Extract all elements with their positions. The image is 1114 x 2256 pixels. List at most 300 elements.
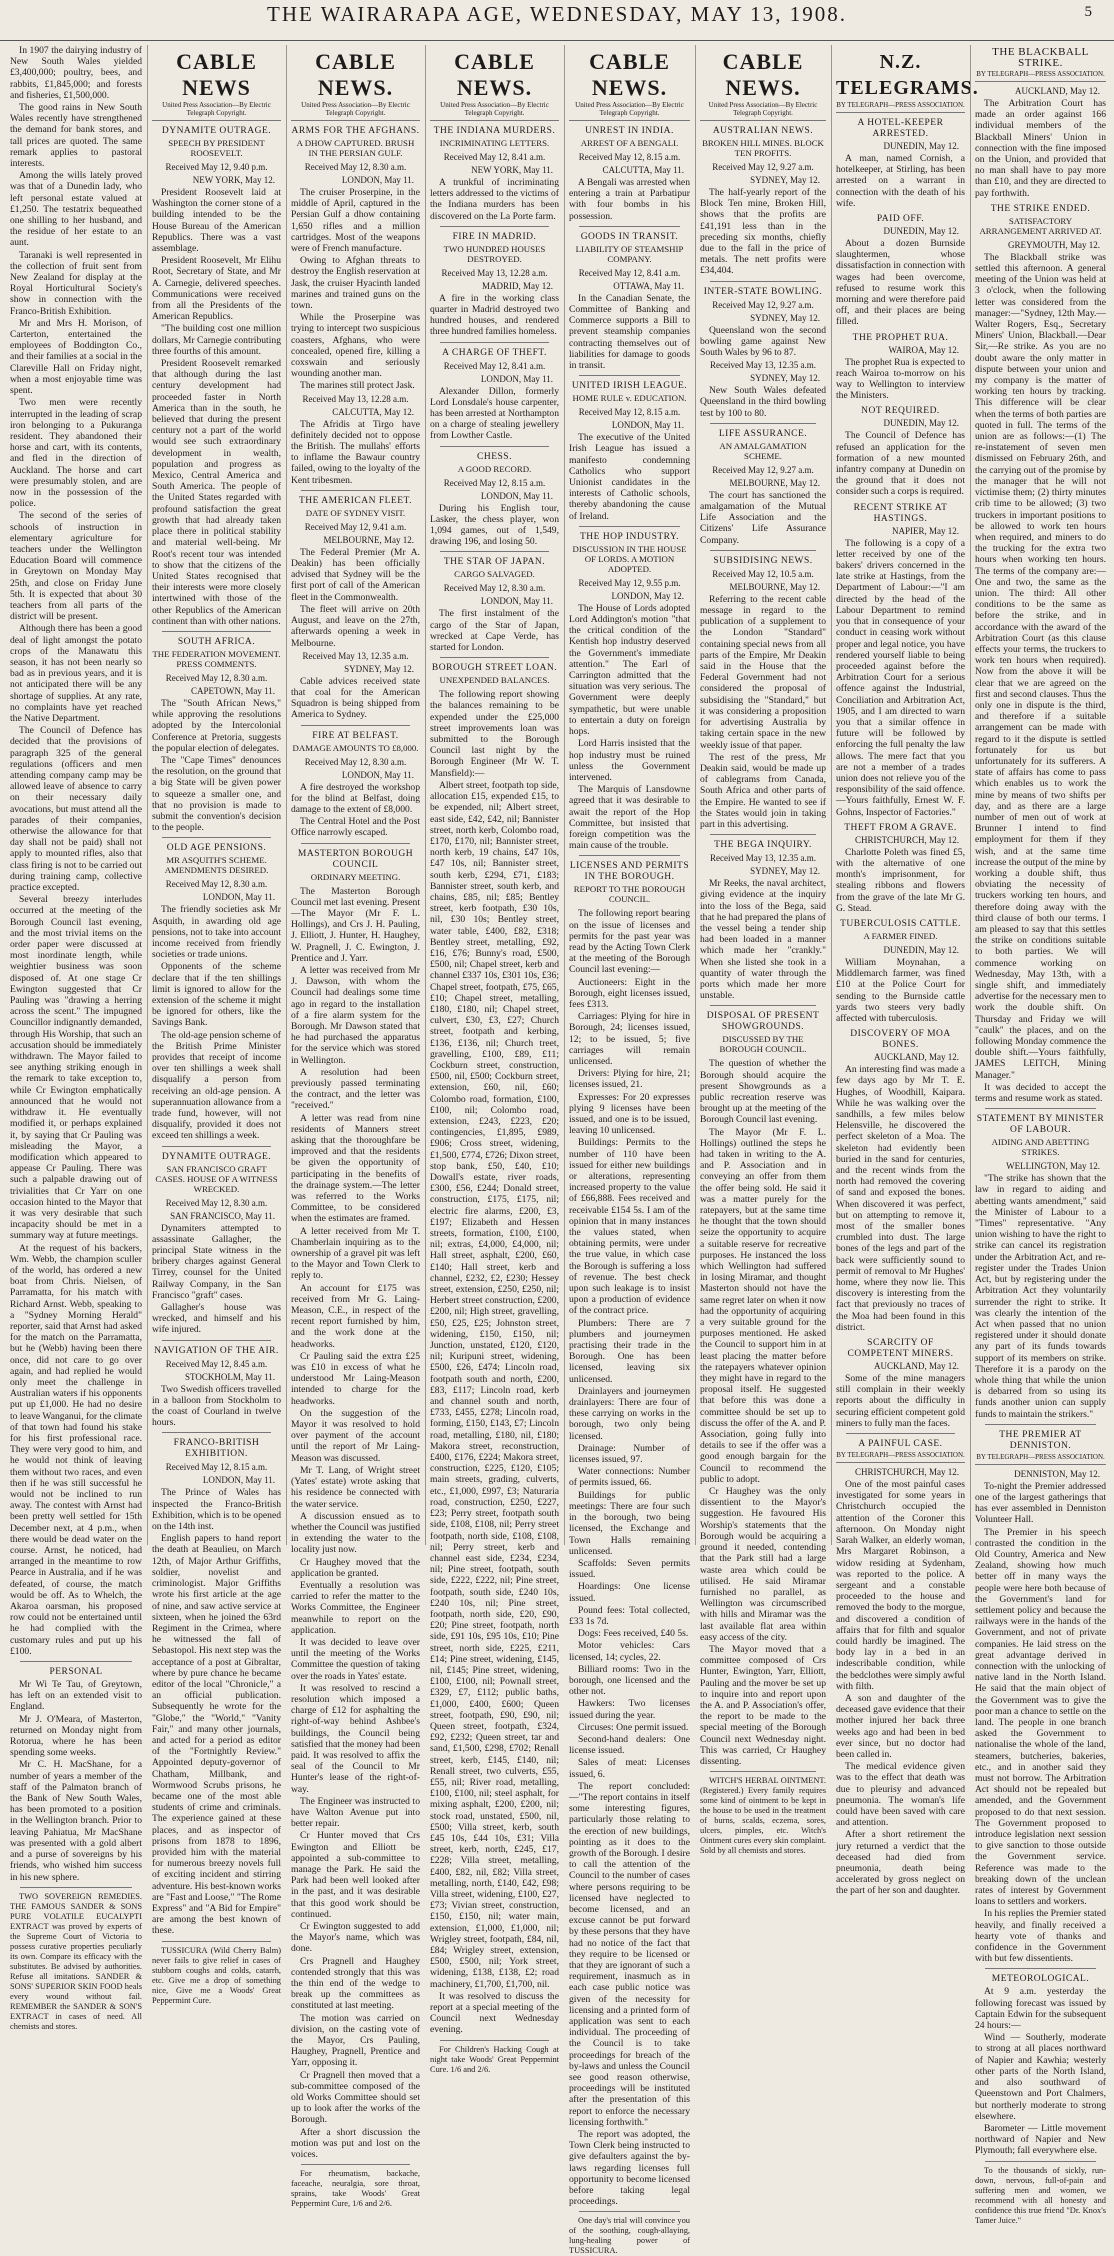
dateline: LONDON, May 12. bbox=[611, 590, 684, 601]
paragraph: Two Swedish officers travelled in a balloon from Stockholm to the coast of Courland in twelve hours. bbox=[152, 1383, 281, 1429]
paragraph: Cr Pauling said the extra £25 was £10 in excess of what he understood Mr Laing-Meason intended to charge for the headworks. bbox=[291, 1350, 420, 1407]
paragraph: The following report bearing on the issue of licenses and permits for the past year was read by the Acting Town Clerk at the meeting of the Borough Council last evening:— bbox=[569, 908, 690, 976]
dateline: LONDON, May 11. bbox=[202, 1475, 275, 1486]
received-time: Received May 12, 8.15 a.m. bbox=[578, 152, 681, 162]
paragraph: A fire destroyed the workshop for the blind at Belfast, doing damage to the extent of £8,000. bbox=[291, 781, 420, 815]
dateline: OTTAWA, May 11. bbox=[613, 280, 684, 291]
paragraph: William Moynahan, a Middlemarch farmer, was fined £10 at the Police Court for sending to the Burnside cattle yards two steers very badly affected with tuberculosis. bbox=[836, 956, 965, 1024]
received-time: Received May 12, 10.5 a.m. bbox=[712, 568, 814, 579]
column-heading: CABLE NEWS. bbox=[722, 49, 804, 100]
divider bbox=[162, 1432, 271, 1433]
paragraph: Drivers: Plying for hire, 21; licenses issued, 21. bbox=[569, 1068, 690, 1091]
divider bbox=[162, 1146, 271, 1147]
section-heading: THEFT FROM A GRAVE. bbox=[844, 822, 957, 833]
dateline: WELLINGTON, May 12. bbox=[1006, 1161, 1100, 1172]
section-heading: SUBSIDISING NEWS. bbox=[713, 555, 813, 566]
section-heading: CHESS. bbox=[477, 451, 512, 462]
section-heading: DISCOVERY OF MOA BONES. bbox=[850, 1029, 951, 1051]
paragraph: Mr C. H. MacShane, for a number of years a member of the staff of the Palmaton branch of the Bank of New South Wales, has been promoted to a position in the Wellington branch. Prior to leaving Pahiatua, Mr MacShane was presented with a gold albert and a purse of sovereigns by his friends, who wished him success in his new sphere. bbox=[10, 1759, 142, 1883]
column-8 bbox=[970, 45, 1110, 2225]
paragraph: The "South African News," while approving the resolutions adopted by the Intercolonial Conference at Pretoria, suggests the popular election of delegates. bbox=[152, 697, 281, 754]
column-heading: CABLE NEWS bbox=[176, 49, 257, 100]
dateline: NEW YORK, May 12. bbox=[192, 175, 275, 185]
press-credit: United Press Association—By Electric Telegraph Copyright. bbox=[569, 101, 690, 121]
paragraph: The report concluded:—"The report contains in itself some interesting figures, particularly those relating to the erection of new buildings, pointing as it does to the growth of the Borough. I desire to call the attention of the Council to the number of cases where persons requiring to be licensed have neglected to become licensed, and an excuse cannot be put forward by these persons that they have had no notice of the fact that they require to be licensed or that they are ignorant of such a requirement, inasmuch as in each case public notice was given of the necessity for licensing and a printed form of application was sent to each individual. The proceeding of the Council is to take proceedings for breach of the by-laws and unless the Council see good reason otherwise, proceedings will be instituted after the presentation of this report to enforce the necessary licensing forthwith." bbox=[569, 1780, 690, 2128]
received-time: Received May 13, 12.28 a.m. bbox=[441, 267, 548, 278]
paragraph: Wind — Southerly, moderate to strong at all places northward of Napier and Kawhia; westerly other parts of the North Island, and also southward of Queenstown and Port Chalmers, but northerly moderate to strong elsewhere. bbox=[975, 2032, 1106, 2122]
dateline: LONDON, May 11. bbox=[480, 373, 553, 384]
advertisement: WITCH'S HERBAL OINTMENT. (Registered.) Every family requires some kind of ointment to be kept in the house to be used in the treatment of burns, scalds, eczema, sores, ulcers, pimples, etc. Witch's Ointment cures every skin complaint. Sold by all chemists and stores. bbox=[700, 1776, 826, 1856]
paragraph: The Masterton Borough Council met last evening. Present—The Mayor (Mr F. L. Hollings), and Crs J. H. Pauling, J. Elliott, J. Hunter, H. Haughey, W. Pragnell, J. C. Ewington, J. Prentice and J. Yarr. bbox=[291, 885, 420, 964]
section-heading: THE STAR OF JAPAN. bbox=[443, 557, 546, 568]
paragraph: One of the most painful cases investigated for some years in Christchurch occupied the attention of the Coroner this afternoon. On Monday night Sarah Walker, an elderly woman, Mrs Margaret Robinson, a widow residing at Sydenham, was reported to the police. A sergeant and a constable proceeded to the house and removed the body to the morgue, and discovered a condition of affairs that for filth and squalor could hardly be imagined. The body lay in a bed in an indescribable condition, while the bedclothes were simply awful with filth. bbox=[836, 1479, 965, 1692]
paragraph: The medical evidence given was to the effect that death was due to pleurisy and advanced pneumonia. The woman's life could have been saved with care and attention. bbox=[836, 1761, 965, 1829]
paragraph: Pound fees: Total collected, £33 1s 7d. bbox=[569, 1604, 690, 1627]
paragraph: It was resolved to rescind a resolution which imposed a charge of £12 for asphalting the right-of-way behind Ashbee's buildings, the Council being satisfied that the money had been paid. It was resolved to affix the seal of the Council to Mr Hunter's lease of the right-of-way. bbox=[291, 1682, 420, 1795]
section-subheading: SAN FRANCISCO GRAFT CASES. HOUSE OF A WITNESS WRECKED. bbox=[155, 1163, 278, 1194]
paragraph: President Roosevelt remarked that although during the last century development had proceeded faster in North America than in the south, he believed that during the present century not a part of the world would see such extraordinary development in wealth, population and progress as Mexico, Central America and South America. The people of the United States regarded with profound satisfaction the great growth that had already taken place there in political stability and material well-being. Mr Root's recent tour was intended to show that the citizens of the United States recognised that their interests were more closely intertwined with those of the other Republics of the American continent than with other nations. bbox=[152, 358, 281, 627]
section-heading: THE INDIANA MURDERS. bbox=[433, 126, 556, 136]
paragraph: Circuses: One permit issued. bbox=[578, 1721, 689, 1733]
received-time: Received May 12, 9.41 a.m. bbox=[304, 521, 407, 532]
paragraph: The Arbitration Court has made an order against 166 individual members of the Blackball Miners' Union in connection with the fine imposed on the Union, and provided that no man shall have to pay more than £10, and they are directed to pay forthwith. bbox=[975, 98, 1106, 199]
section-subheading: UNEXPENDED BALANCES. bbox=[439, 675, 550, 686]
received-time: Received May 12, 8.30 a.m. bbox=[165, 1197, 268, 1208]
paragraph: Mr Reeks, the naval architect, giving evidence at the inquiry into the loss of the Bega, said that he had prepared the plans of the vessel being a tender ship had been loaded in a manner which made her "crankly." When she listed she took in a quantity of water through the ports which made her more unstable. bbox=[700, 878, 826, 1002]
received-time: Received May 12, 8.30 a.m. bbox=[304, 756, 407, 767]
divider bbox=[162, 631, 271, 632]
paragraph: A letter received from Mr T. Chamberlain inquiring as to the ownership of a gravel pit was left to the Mayor and Town Clerk to reply to. bbox=[291, 1225, 420, 1282]
section-heading: DYNAMITE OUTRAGE. bbox=[161, 1151, 272, 1162]
divider bbox=[440, 226, 549, 227]
paragraph: The cruiser Proserpine, in the middle of April, captured in the Persian Gulf a dhow containing 1,650 rifles and a million cartridges. Most of the weapons were of French manufacture. bbox=[291, 187, 420, 255]
advertisement: One day's trial will convince you of the soothing, cough-allaying, lung-healing power of TUSSICURA. bbox=[569, 2216, 690, 2256]
paragraph: The rest of the press, Mr Deakin said, would be made up of cablegrams from Canada, South Africa and other parts of the Empire. He wanted to see if the States would join in taking part in this advertising. bbox=[700, 751, 826, 830]
paragraph: The Premier in his speech contrasted the condition in the Old Country, America and New Zealand, showing how much better off in many ways the people were here both because of the Government's land for settlement policy and because the railways were in the hands of the Government, and not of private companies. He laid stress on the great advantage derived in connection with the unlocking of native land in the North Island. He said that the main object of the Government was to give the poor man a chance to settle on the land. The people in one branch asked the Government to nationalise the whole of the land, steamers, butcheries, bakeries, etc., and in another said they must not borrow. The Arbitration Act should not be repealed but amended, and the Government proposed to do that next session. The Government proposed to introduce legislation next session to give sanction to those outside the Government service. Reference was made to the breaking down of the unclean rates of interest by Government loans to settlers and workers. bbox=[975, 1526, 1106, 1908]
received-time: Received May 13, 12.35 a.m. bbox=[302, 650, 409, 661]
dateline: LONDON, May 11. bbox=[480, 596, 553, 607]
divider bbox=[710, 834, 816, 835]
section-heading: FRANCO-BRITISH EXHIBITION. bbox=[173, 1438, 260, 1460]
section-heading: NOT REQUIRED. bbox=[861, 406, 940, 417]
section-heading: INTER-STATE BOWLING. bbox=[703, 286, 823, 297]
paragraph: Water connections: Number of permits issued, 66. bbox=[569, 1466, 690, 1489]
advertisement: For Children's Hacking Cough at night take Woods' Great Peppermint Cure. 1/6 and 2/6. bbox=[430, 2044, 559, 2074]
paragraph: To-night the Premier addressed one of the largest gatherings that has ever assembled in Denniston Volunteer Hall. bbox=[975, 1480, 1106, 1526]
column-1 bbox=[6, 45, 146, 2031]
paragraph: The House of Lords adopted Lord Addington's motion "that the critical condition of the Kentish hop industry deserved the Government's immediate attention." The Earl of Carrington admitted that the situation was very serious. The Government were deeply sympathetic, but were unable to entertain a duty on foreign hops. bbox=[569, 602, 690, 738]
section-subheading: AN AMALGAMATION SCHEME. bbox=[719, 440, 807, 461]
section-subheading: LIABILITY OF STEAMSHIP COMPANY. bbox=[575, 243, 684, 264]
paragraph: Dynamiters attempted to assassinate Gallagher, the principal State witness in the bribery charges against General Tirrey, counsel for the United Railway Company, in the San Francisco "graft" cases. bbox=[152, 1222, 281, 1301]
paragraph: Cr Haughey moved that the application be granted. bbox=[291, 1556, 420, 1579]
press-credit: United Press Association—By Electric Telegraph Copyright. bbox=[430, 101, 559, 121]
press-credit: United Press Association—By Electric Telegraph Copyright. bbox=[291, 101, 420, 121]
section-heading: METEOROLOGICAL. bbox=[991, 1974, 1090, 1985]
divider bbox=[162, 1941, 271, 1942]
paragraph: The Blackball strike was settled this afternoon. A general meeting of the Union was held at 3 o'clock, when the following letter was considered from the manager:—"Sydney, 12th May.—Walter Rogers, Esq., Secretary Miners' Union, Blackball.—Dear Sir,—Re strike. As you are no doubt aware the only matter in dispute between your union and my company is the matter of working ten hours by tracking. This difference will be clear when the terms of both parties are quoted in full. The terms of the union are as follows:—(1) The re-instatement of seven men dismissed on February 26th, and the carrying out of the promise by the manager that he will not victimise them; (2) thirty minutes crib time to be allowed; (3) two truckers in important positions to be allowed to work ten hours when required, and miners to do the trucking for the extra two hours when working ten hours. The terms of the company are:—One and two, the same as the union. The third: All other conditions to be the same as before the strike, and in accordance with the award of the Arbitration Court (as this clause effects your terms, the truckers to work ten hours when required). Now from the above it will be clear that we are agreed on the first and second clauses. Thus the only one in dispute is the third, and therefore if a suitable arrangement can be made with regard to it the dispute is settled fortunately for us but unfortunately for its sufferers. A state of affairs has come to pass which enables us to work the mine by means of two shifts per day, and as there are a large number of men out of work at Brunner I intend to find employment for them if they wish, and at the same time increase the output of the mine by working a double shift, thus obviating the necessity of truckers working ten hours, and therefore doing away with the third clause of both our terms. I am pleased to say that this settles the strike on conditions suitable to both parties. We will commence working on Wednesday, May 13th, with a single shift, and immediately advertise for the necessary men to work the double shift. On Thursday and Friday we will "caulk" the places, and on the following Monday commence the double shift.—Yours faithfully, JAMES LEITCH, Mining Manager." bbox=[975, 251, 1106, 1081]
section-heading: THE BEGA INQUIRY. bbox=[714, 840, 812, 851]
paragraph: A resolution had been previously passed terminating the contract, and the letter was "received." bbox=[291, 1066, 420, 1112]
section-heading: NAVIGATION OF THE AIR. bbox=[154, 1345, 279, 1356]
paragraph: A letter was received from Mr J. Dawson, with whom the Council had dealings some time ago in regard to the installation of a fire alarm system for the Borough. Mr Dawson stated that he had purchased the apparatus for the service which was stored in Wellington. bbox=[291, 964, 420, 1066]
section-heading: PERSONAL bbox=[49, 1667, 103, 1678]
masthead-title: THE WAIRARAPA AGE, WEDNESDAY, MAY 13, 1908. bbox=[267, 2, 847, 26]
paragraph: Plumbers: There are 7 plumbers and journeymen practising their trade in the Borough. One has been licensed, leaving six unlicensed. bbox=[569, 1317, 690, 1385]
divider bbox=[985, 1968, 1096, 1969]
dateline: SYDNEY, May 12. bbox=[750, 312, 820, 323]
section-heading: DYNAMITE OUTRAGE. bbox=[161, 126, 272, 136]
dateline: LONDON, May 11. bbox=[480, 490, 553, 501]
paragraph: The half-yearly report of the Block Ten mine, Broken Hill, shows that the profits are £41,191 less than in the preceding six months, chiefly due to the fall in the price of metals. The nett profits were £34,404. bbox=[700, 187, 826, 277]
paragraph: Crs Pragnell and Haughey contended strongly that this was the thin end of the wedge to break up the committees as constituted at last meeting. bbox=[291, 1955, 420, 2012]
dateline: LONDON, May 11. bbox=[341, 769, 414, 780]
paragraph: Eventually a resolution was carried to refer the matter to the Works Committee, the Engineer meanwhile to report on the application. bbox=[291, 1579, 420, 1636]
paragraph: The Mayor (Mr F. L. Hollings) outlined the steps he had taken in writing to the A. and P. Association and in conveying an offer from them the offer being sold. He said it was a matter purely for the ratepayers, but at the same time he thought that the town should seize the opportunity to acquire a suitable reserve for recreative purposes. He instanced the loss which Wellington had suffered in losing Miramar, and thought Masterton should not have the same regret later on when it now had the opportunity of acquiring a very suitable ground for the purposes mentioned. He asked the Council to support him in at least placing the matter before the ratepayers whatever opinion they might have in regard to the proposal itself. He suggested that before this was done a committee should be set up to discuss the offer of the A. and P. Association, going fully into details to see if the offer was a good enough bargain for the Council to recommend the public to adopt. bbox=[700, 1126, 826, 1485]
section-heading: UNREST IN INDIA. bbox=[585, 126, 674, 136]
divider bbox=[440, 2040, 549, 2041]
press-credit: United Press Association—By Electric Telegraph Copyright. bbox=[700, 101, 826, 121]
divider bbox=[301, 2164, 410, 2165]
paragraph: Although there has been a good deal of light amongst the potato crops of the Manawatu this season, it has not been nearly so bad as in previous years, and it is not anticipated there will be any shortage of supplies. At any rate, no complaints have yet reached the Native Department. bbox=[10, 623, 142, 724]
divider bbox=[579, 375, 680, 376]
paragraph: Cable advices received state that coal for the American Squadron is being shipped from America to Sydney. bbox=[291, 675, 420, 721]
section-heading: GOODS IN TRANSIT. bbox=[580, 231, 679, 242]
dateline: MELBOURNE, May 12. bbox=[323, 534, 414, 545]
advertisement: For rheumatism, backache, faceache, neuralgia, sore throat, sprains, take Woods' Great Peppermint Cure, 1/6 and 2/6. bbox=[291, 2169, 420, 2209]
paragraph: Charlotte Poleth was fined £5, with the alternative of one month's imprisonment, for stealing ribbons and flowers from the grave of the late Mr G. G. Stead. bbox=[836, 846, 965, 914]
dateline: AUCKLAND, May 12. bbox=[874, 1361, 959, 1372]
dateline: SYDNEY, May 12. bbox=[750, 175, 820, 185]
divider bbox=[301, 490, 410, 491]
section-subheading: MR ASQUITH'S SCHEME. AMENDMENTS DESIRED. bbox=[164, 855, 269, 876]
divider bbox=[985, 1424, 1096, 1425]
paragraph: The Engineer was instructed to have Walton Avenue put into better repair. bbox=[291, 1795, 420, 1830]
received-time: Received May 12, 8.30 a.m. bbox=[165, 672, 268, 683]
section-subheading: HOME RULE v. EDUCATION. bbox=[572, 393, 687, 404]
section-subheading: BROKEN HILL MINES. BLOCK TEN PROFITS. bbox=[702, 138, 824, 158]
paragraph: A Bengali was arrested when entering a train at Parbatipur with four bombs in his possession. bbox=[569, 177, 690, 222]
paragraph: It was decided to leave over until the meeting of the Works Committee the question of taking over the roads in Yates' estate. bbox=[291, 1636, 420, 1682]
column-heading: CABLE NEWS. bbox=[315, 49, 396, 100]
dateline: WAIROA, May 12. bbox=[888, 344, 959, 355]
paragraph: The motion was carried on division, on the casting vote of the Mayor, Crs Pauling, Haughey, Pragnell, Prentice and Yarr, opposing it. bbox=[291, 2012, 420, 2069]
received-time: Received May 12, 9.27 a.m. bbox=[712, 464, 814, 475]
dateline: DUNEDIN, May 12. bbox=[883, 418, 959, 429]
paragraph: The marines still protect Jask. bbox=[300, 380, 415, 392]
section-heading: THE STRIKE ENDED. bbox=[990, 203, 1091, 214]
paragraph: Among the wills lately proved was that of a Dunedin lady, who left personal estate valued at £1,250. The testatrix bequeathed one shilling to her husband, and the residue of her estate to an aunt. bbox=[10, 170, 142, 249]
dateline: CAPETOWN, May 11. bbox=[191, 685, 275, 696]
section-heading: STATEMENT BY MINISTER OF LABOUR. bbox=[976, 1114, 1105, 1136]
paragraph: The Marquis of Lansdowne agreed that it was desirable to await the report of the Hop Committee, but insisted that foreign competition was the main cause of the trouble. bbox=[569, 784, 690, 852]
received-time: Received May 12, 8.41 a.m. bbox=[578, 267, 681, 278]
received-time: Received May 12, 8.30 a.m. bbox=[304, 162, 407, 172]
press-credit: BY TELEGRAPH—PRESS ASSOCIATION. bbox=[975, 1453, 1106, 1465]
paragraph: Owing to Afghan threats to destroy the English reservation at Jask, the cruiser Hyacinth landed marines and trained guns on the town. bbox=[291, 255, 420, 312]
paragraph: Queensland won the second bowling game against New South Wales by 96 to 87. bbox=[700, 324, 826, 359]
paragraph: Mr Wi Te Tau, of Greytown, has left on an extended visit to England. bbox=[10, 1679, 142, 1713]
divider bbox=[20, 1661, 132, 1662]
paragraph: While the Proserpine was trying to intercept two suspicious coasters, Afghans, who were concealed, opened fire, killing a coxswain and seriously wounding another man. bbox=[291, 312, 420, 380]
paragraph: Drainlayers and journeymen drainlayers: There are four of these carrying on works in the borough, two only being licensed. bbox=[569, 1385, 690, 1442]
column-4 bbox=[425, 45, 563, 2074]
paragraph: In the Canadian Senate, the Committee of Banking and Commerce supports a Bill to prevent steamship companies contracting themselves out of liabilities for damage to goods in transit. bbox=[569, 292, 690, 372]
received-time: Received May 13, 12.28 a.m. bbox=[302, 393, 409, 404]
divider bbox=[301, 843, 410, 844]
paragraph: Cr Hunter moved that Crs Ewington and Elliott be appointed a sub-committee to manage the Park. He said the Park had been well looked after in the past, and it was desirable that this good work should be continued. bbox=[291, 1830, 420, 1920]
section-subheading: A FARMER FINED. bbox=[863, 930, 938, 941]
paragraph: At 9 a.m. yesterday the following forecast was issued by Captain Edwin for the subsequent 24 hours:— bbox=[975, 1986, 1106, 2032]
paragraph: In his replies the Premier stated heavily, and finally received a hearty vote of thanks and confidence in the Government with but few dissentients. bbox=[975, 1908, 1106, 1965]
paragraph: New South Wales defeated Queensland in the third bowling test by 100 to 80. bbox=[700, 385, 826, 419]
divider bbox=[440, 342, 549, 343]
section-subheading: INCRIMINATING LETTERS. bbox=[439, 138, 550, 148]
section-heading: LIFE ASSURANCE. bbox=[718, 428, 808, 439]
section-subheading: A GOOD RECORD. bbox=[457, 463, 532, 474]
paragraph: Drainage: Number of licenses issued, 97. bbox=[569, 1442, 690, 1466]
received-time: Received May 12, 8.30 a.m. bbox=[443, 583, 546, 594]
section-heading: ARMS FOR THE AFGHANS. bbox=[291, 126, 420, 136]
dateline: DUNEDIN, May 12. bbox=[883, 226, 959, 237]
section-subheading: SATISFACTORY ARRANGEMENT ARRIVED AT. bbox=[979, 215, 1102, 236]
divider bbox=[579, 526, 680, 527]
divider bbox=[846, 1433, 955, 1434]
paragraph: Barometer — Little movement northward of Napier and New Plymouth; fall everywhere else. bbox=[975, 2122, 1106, 2157]
dateline: DUNEDIN, May 12. bbox=[883, 141, 959, 151]
dateline: SYDNEY, May 12. bbox=[750, 373, 820, 384]
paragraph: Referring to the recent cable message in regard to the publication of a supplement to the London "Standard" containing special news from all parts of the Empire, Mr Deakin said in the House that the Federal Government had not considered the proposal of subsidising the "Standard," but it was considering a proposition for advertising Australia by taking certain space in the new weekly issue of that paper. bbox=[700, 593, 826, 751]
dateline: CHRISTCHURCH, May 12. bbox=[854, 1467, 959, 1478]
advertisement: TUSSICURA (Wild Cherry Balm) never fails to give relief in cases of stubborn coughs and colds, catarrh, etc. Give me a drop of something nice, Give me a Woods' Great Peppermint Cure. bbox=[152, 1945, 281, 2005]
paragraph: The "Cape Times" denounces the resolution, on the ground that a big State will be given power to squeeze a smaller one, and that no provision is made to submit the convention's decision to the people. bbox=[152, 754, 281, 834]
dateline: CALCUTTA, May 11. bbox=[602, 165, 684, 175]
section-heading: A HOTEL-KEEPER ARRESTED. bbox=[857, 118, 944, 139]
divider bbox=[440, 657, 549, 658]
paragraph: The friendly societies ask Mr Asquith, in awarding old age pensions, not to take into account income received from friendly societies or trade unions. bbox=[152, 904, 281, 961]
paragraph: The second of the series of schools of instruction in elementary agriculture for teachers under the Wellington Education Board will commence in Greytown on Monday May 25th, and close on Friday June 5th. It is expected that about 30 teachers from all parts of the district will be present. bbox=[10, 510, 142, 623]
page-number: 5 bbox=[1084, 4, 1092, 20]
press-credit: BY TELEGRAPH—PRESS ASSOCIATION. bbox=[836, 1451, 965, 1463]
received-time: Received May 12, 8.15 a.m. bbox=[443, 477, 546, 488]
paragraph: The Federal Premier (Mr A. Deakin) has been officially advised that Sydney will be the first port of call of the American fleet in the Commonwealth. bbox=[291, 546, 420, 603]
paragraph: Lord Harris insisted that the hop industry must be ruined unless the Government intervened. bbox=[569, 738, 690, 783]
paragraph: Alexander Dillon, formerly Lord Lonsdale's house carpenter, has been arrested at Northampton on a charge of stealing jewellery from Lowther Castle. bbox=[430, 385, 559, 442]
paragraph: Cr Ewington suggested to add the Mayor's name, which was done. bbox=[291, 1921, 420, 1955]
section-subheading: DATE OF SYDNEY VISIT. bbox=[305, 507, 406, 518]
column-heading: CABLE NEWS. bbox=[454, 49, 535, 100]
paragraph: An interesting find was made a few days ago by Mr T. E. Hughes, of Woodhill, Kaipara. While he was walking over the sandhills, a few miles below Helensville, he discovered the perfect skeleton of a Moa. The skeleton had evidently been buried in the sand for centuries, and the recent winds from the north had removed the covering of sand and exposed the bones. When discovered it was perfect, but on attempting to remove it, most of the smaller bones crumbled into dust. The large bones of the legs and part of the back were sufficiently sound to permit of removal to Mr Hughes' home, where they now lie. This discovery is interesting from the fact that previously no traces of the Moa had been found in this district. bbox=[836, 1064, 965, 1333]
divider bbox=[710, 281, 816, 282]
column-7 bbox=[831, 45, 979, 1897]
press-credit: BY TELEGRAPH—PRESS ASSOCIATION. bbox=[836, 101, 965, 113]
paragraph: President Roosevelt laid at Washington the corner stone of a building intended to be the House Bureau of the American Republics. There was a vast assemblage. bbox=[152, 187, 281, 255]
section-heading: SOUTH AFRICA. bbox=[177, 636, 256, 647]
column-6 bbox=[695, 45, 830, 1856]
dateline: MADRID, May 12. bbox=[482, 280, 553, 291]
dateline: MELBOURNE, May 12. bbox=[729, 581, 820, 592]
paragraph: "The building cost one million dollars, Mr Carnegie contributing three fourths of this amount. bbox=[152, 323, 281, 357]
dateline: LONDON, May 11. bbox=[611, 420, 684, 431]
divider bbox=[579, 2211, 680, 2212]
paragraph: On the suggestion of the Mayor it was resolved to hold over payment of the account until the report of Mr Laing-Meason was discussed. bbox=[291, 1407, 420, 1464]
advertisement: TWO SOVEREIGN REMEDIES. THE FAMOUS SANDER & SONS PURE VOLATILE EUCALYPTI EXTRACT was proved by experts of the Supreme Court of Victoria to possess curative properties peculiarly its own. Compare its efficacy with the substitutes. Be advised by authorities. Refuse all imitations. SANDER & SONS' SUPERIOR SKIN FOOD heals every wound without fail. REMEMBER the SANDER & SON'S EXTRACT in cases of need. All chemists and stores. bbox=[10, 1891, 142, 2031]
divider bbox=[301, 725, 410, 726]
dateline: LONDON, May 11. bbox=[341, 175, 414, 185]
paragraph: Albert street, footpath top side, allocation £15, expended £15, to be expended, nil; Albert street, east side, £42, £42, nil; Bannister street, north kerb, Colombo road, £170, £170, nil; Bannister street, north kerb, 19 chains, £47 10s, £47 10s, nil; Bannister street, south kerb, £294, £71, £183; Bannister street, south kerb, and chains, £85, nil; £85; Bentley street, kerb footpath, £30 10s, nil, £30 10s; Bentley street, water table, £400, £82, £318; Bentley street, metalling, £92, £16, £76; Bunny's road, £500, £500, nil; Chapel street, kerb and channel £337 10s, £301 10s, £36; Chapel street, footpath, £75, £65, £10; Chapel street, metalling, £180, £180, nil; Chapel street, culvert, £30, £3, £27; Church street, footpath and kerbing, £136, £136, nil; Church treet, gravelling, £100, £89, £11; Cockburn street, construction, £500, nil, £500; Cockburn street, extension, £60, nil, £60; Colombo road, formation, £100, £100, nil; Colombo road, extension, £243, £223, £20; contingencies, £1,895, £989, £906; Cross street, widening, £1,500, £774, £726; Dixon street, stop bank, £50, £40, £10; Dowall's estate, river roads, £300, £56, £244; Donald street, construction, £175, £175, nil; electric fire alarms, £200, £3, £197; Elizabeth and Hessen streets, formation, £100, £100, nil; extras, £4,000, £4,000, nil; Hall street, asphalt, £200, £60, £140; Hall street, kerb and channel, £232, £2, £230; Hessey street, extension, £250, £250, nil; Herbert street construction, £200, £200, nil; High street, gravelling, £50, £25, £25; Johnston street, widening, £150, £150, nil; Junction, unstated, £120, £120, nil; Kuripuni street, widening, £500, £26, £474; Lincoln road, footpath south and north, £200, £83, £117; Lincoln road, kerb and channel south and north, £733, £455, £278; Lincoln road, forming, £150, £143, £7; Lincoln road, metalling, £180, nil, £180; Makora street, reconstruction, £400, £176, £224; Makora street, construction, £225, £120, £105; main streets, grading, culverts, etc., £1,000, £997, £3; Naturaria road, construction, £250, £227, £23; Perry street, footpath south side, £108, £108, nil; Perry street footpath, north side, £108, £108, nil; Perry street, kerb and channel east side, £234, £234, nil; Pine street, footpath, south side, £222, £222, nil; Pine street, footpath, south side, £240 10s, £240 10s, nil; Pine street, footpath, north side, £20, £90, £20; Pine street, footpath, north side, £91 10s, £95 10s, £10; Pine street, north side, £225, £211, £14; Pine street, widening, £145, nil, £145; Pine street, widening, £100, £100, nil; Pownall street, £329, £7, £112; public baths, £1,000, £400, £600; Queen street, footpath, £90, £90, nil; Queen street, footpath, £324, £92, £232; Queen street, tar and sand, £1,500, £298, £702; Renall street, kerb, £145, £140, nil; Renall street, two culverts, £55, £55, nil; River road, metalling, £100, £100, nil; steel asphalt, for mixing asphalt, £200, £200, nil; stock road, unstated, £500, nil, £500; Villa street, kerb, south £45 10s, £44 10s, £31; Villa street, kerb, north, £245, £17, £228; Villa street, metalling, £400, £82, nil, £82; Villa street, metalling, north, £140, £42, £98; Villa street, widening, £100, £27, £73; Vivian street, construction, £150, £150, nil; water main, extension, £1,000, £1,000, nil; Wrigley street, footpath, £84, nil, £84; Wrigley street, extension, £500, £500, nil; York street, widening, £138, £138, £2; road machinery, £1,700, £1,700, nil. bbox=[430, 779, 559, 1990]
section-heading: PAID OFF. bbox=[876, 214, 925, 225]
received-time: Received May 12, 8.45 a.m. bbox=[165, 1358, 268, 1369]
dateline: GREYMOUTH, May 12. bbox=[1008, 239, 1100, 250]
paragraph: The first instalment of the cargo of the Star of Japan, wrecked at Cape Verde, has started for London. bbox=[430, 608, 559, 654]
paragraph: After a short retirement the jury returned a verdict that the deceased had died from pneumonia, death being accelerated by gross neglect on the part of her son and daughter. bbox=[836, 1829, 965, 1897]
divider bbox=[440, 446, 549, 447]
dateline: STOCKHOLM, May 11. bbox=[184, 1371, 275, 1382]
paragraph: Billiard rooms: Two in the borough, one licensed and the other not. bbox=[569, 1663, 690, 1698]
paragraph: Sales of meat: Licenses issued, 6. bbox=[569, 1757, 690, 1780]
paragraph: Dogs: Fees received, £40 5s. bbox=[578, 1628, 689, 1640]
paragraph: A son and daughter of the deceased gave evidence that their mother injured her back three weeks ago and had been in bed ever since, but no doctor had been called in. bbox=[836, 1692, 965, 1760]
paragraph: The following is a copy of a letter received by one of the bakers' drivers concerned in the late strike at Hastings, from the Department of Labour:—"I am directed by the head of the Labour Department to remind you that in consequence of your conduct in ceasing work without proper and legal notice, you have rendered yourself liable to being proceeded against before the Arbitration Court for a serious offence against the Industrial, Conciliation and Arbitration Act, 1905, and I am directed to warn you that a similar offence in future will be followed by enforcing the full penalty the law allows. The mere fact that you are not a member of a trades union does not relieve you of the responsibility of the said offence.—Yours faithfully, Ernest W. F. Gohns, Inspector of Factories." bbox=[836, 537, 965, 818]
section-heading: SCARCITY OF COMPETENT MINERS. bbox=[847, 1338, 954, 1360]
paragraph: A man, named Cornish, a hotelkeeper, at Stirling, has been arrested on a warrant in connection with the death of his wife. bbox=[836, 153, 965, 209]
paragraph: Cr Haughey was the only dissentient to the Mayor's suggestion. He favoured His Worship's statements that the Borough would be acquiring a ground it needed, contending that the Park still had a large waste area which could be utilised. He said Miramar furnished no parallel, as Wellington was circumscribed with hills and Miramar was the last available flat area within easy access of the city. bbox=[700, 1486, 826, 1643]
divider bbox=[440, 551, 549, 552]
column-2 bbox=[147, 45, 285, 2005]
paragraph: A discussion ensued as to whether the Council was justified in extending the water to the locality just now. bbox=[291, 1510, 420, 1556]
received-time: Received May 12, 9.27 a.m. bbox=[712, 299, 814, 310]
paragraph: Cr Pragnell then moved that a sub-committee composed of the old Works Committee should set up to look after the works of the Borough. bbox=[291, 2069, 420, 2126]
dateline: CHRISTCHURCH, May 12. bbox=[854, 834, 959, 845]
received-time: Received May 12, 8.41 a.m. bbox=[443, 360, 546, 371]
received-time: Received May 12, 9.40 p.m. bbox=[165, 162, 268, 172]
section-subheading: ORDINARY MEETING. bbox=[310, 871, 401, 882]
section-heading: DISPOSAL OF PRESENT SHOWGROUNDS. bbox=[706, 1011, 820, 1033]
column-heading: CABLE NEWS. bbox=[589, 49, 670, 100]
paragraph: Auctioneers: Eight in the Borough, eight licenses issued, fees £313. bbox=[569, 976, 690, 1010]
paragraph: It was resolved to discuss the report at a special meeting of the Council next Wednesday evening. bbox=[430, 1990, 559, 2036]
dateline: AUCKLAND, May 12. bbox=[874, 1052, 959, 1063]
section-heading: LICENSES AND PERMITS IN THE BOROUGH. bbox=[569, 861, 690, 883]
advertisement: To the thousands of sickly, run-down, nervous, full-of-pain and suffering men and women, we recommend with all honesty and confidence this true friend "Dr. Knox's Tamer Juice." bbox=[975, 2165, 1106, 2225]
divider bbox=[710, 550, 816, 551]
column-5 bbox=[564, 45, 694, 2256]
paragraph: The report was adopted, the Town Clerk being instructed to give defaulters against the by-laws regarding licenses full opportunity to become licensed before taking legal proceedings. bbox=[569, 2129, 690, 2208]
section-subheading: REPORT TO THE BOROUGH COUNCIL. bbox=[573, 884, 686, 905]
dateline: AUCKLAND, May 12. bbox=[1015, 86, 1100, 96]
divider bbox=[579, 855, 680, 856]
section-heading: FIRE IN MADRID. bbox=[452, 231, 537, 242]
section-heading: THE PROPHET RUA. bbox=[852, 332, 949, 343]
paragraph: The good rains in New South Wales recently have strengthened the demand for bank stores, and tall prices are quoted. The same remark applies to pastoral interests. bbox=[10, 102, 142, 170]
paragraph: The Afridis at Tirgo have definitely decided not to oppose the British. The mullahs' efforts to inflame the Bawaur country failed, owing to the loyalty of the Kent tribesmen. bbox=[291, 418, 420, 486]
paragraph: The Council of Defence has refused an application for the formation of a new mounted infantry company at Dunedin on the ground that it does not consider such a corps is required. bbox=[836, 430, 965, 498]
press-credit: United Press Association—By Electric Telegraph Copyright. bbox=[152, 101, 281, 121]
paragraph: English papers to hand report the death at Beaulieu, on March 12th, of Major Arthur Griffiths, soldier, novelist and criminologist. Major Griffiths wrote his first article at the age of nine, and saw active service at sixteen, when he joined the 63rd Regiment in the Crimea, where he witnessed the fall of Sebastopol. His next step was the acceptance of a post at Gibraltar, where by pure chance he became editor of the local "Chronicle," a an official publication. Subsequently he wrote for the "Globe," the "World," "Vanity Fair," and many other journals, and acted for a period as editor of the "Fortnightly Review." Appointed deputy-governor of Chatham, Millbank, and Wormwood Scrubs prisons, he became one of the most able students of crime and criminals. The experience gained at these places, and as inspector of prisons from 1878 to 1896, provided him with the material for numerous breezy novels full of exciting incident and stirring adventure. His best-known works are "Fast and Loose," "The Rome Express" and "A Bid for Empire" are among the best known of these. bbox=[152, 1533, 281, 1937]
section-subheading: DAMAGE AMOUNTS TO £8,000. bbox=[292, 742, 419, 753]
paragraph: In 1907 the dairying industry of New South Wales yielded £3,400,000; poultry, bees, and rabbits, £1,845,000; and forests and fisheries, £1,500,000. bbox=[10, 45, 142, 101]
column-heading: N.Z. TELEGRAMS. bbox=[836, 51, 979, 99]
paragraph: About a dozen Burnside slaughtermen, whose dissatisfaction in connection with wages had been overcome, refused to resume work this morning and were therefore paid off, and their places are being filled. bbox=[836, 238, 965, 328]
paragraph: A letter was read from nine residents of Manners street asking that the thoroughfare be improved and that the residents be given the opportunity of participating in the benefits of the drainage system.—The letter was referred to the Works Committee, to be considered when the estimates are framed. bbox=[291, 1112, 420, 1225]
dateline: SYDNEY, May 12. bbox=[750, 866, 820, 877]
paragraph: Taranaki is well represented in the collection of fruit sent from New Zealand for display at the Royal Horticultural Society's show in connection with the Franco-British Exhibition. bbox=[10, 249, 142, 317]
section-subheading: CARGO SALVAGED. bbox=[454, 569, 535, 580]
paragraph: Mr J. O'Meara, of Masterton, returned on Monday night from Rotorua, where he has been spending some weeks. bbox=[10, 1713, 142, 1759]
received-time: Received May 13, 12.35 a.m. bbox=[710, 360, 816, 371]
paragraph: Two men were recently interrupted in the leading of scrap iron belonging to a Pukuranga resident. They abandoned their horse and cart, with its contents, and fled in the direction of Auckland. The horse and cart were presumably stolen, and are now in the possession of the police. bbox=[10, 397, 142, 510]
section-heading: A CHARGE OF THEFT. bbox=[442, 347, 547, 358]
paragraph: During his English tour, Lasker, the chess player, won 1,094 games, out of 1,549, drawing 196, and losing 50. bbox=[430, 502, 559, 548]
divider bbox=[985, 2161, 1096, 2162]
paragraph: President Roosevelt, Mr Elihu Root, Secretary of State, and Mr A. Carnegie, delivered speeches. Communications were received from all the Presidents of the American Republics. bbox=[152, 255, 281, 323]
section-subheading: DISCUSSION IN THE HOUSE OF LORDS. A MOTION ADOPTED. bbox=[572, 543, 687, 574]
dateline: MELBOURNE, May 12. bbox=[729, 477, 820, 488]
paragraph: The prophet Rua is expected to reach Wairoa to-morrow on his way to Wellington to interview the Ministers. bbox=[836, 356, 965, 402]
received-time: Received May 12, 8.15 a.m. bbox=[578, 407, 681, 418]
paragraph: The old-age pension scheme of the British Prime Minister provides that receipt of income over ten shillings a week shall disqualify a person from receiving an old-age pension. A superannuation allowance from a trade fund, however, will not disqualify, provided it does not exceed ten shillings a week. bbox=[152, 1029, 281, 1142]
divider bbox=[162, 837, 271, 838]
section-subheading: SPEECH BY PRESIDENT ROOSEVELT. bbox=[168, 138, 265, 158]
paragraph: The question of whether the Borough should acquire the present Showgrounds as a public recreation reserve was brought up at the meeting of the Borough Council last evening. bbox=[700, 1058, 826, 1126]
paragraph: A fire in the working class quarter in Madrid destroyed two hundred houses, and rendered three hundred families homeless. bbox=[430, 292, 559, 338]
section-subheading: ARREST OF A BENGALI. bbox=[580, 138, 679, 148]
paragraph: Scaffolds: Seven permits issued. bbox=[569, 1557, 690, 1581]
section-heading: THE AMERICAN FLEET. bbox=[298, 495, 413, 506]
received-time: Received May 12, 9.27 a.m. bbox=[712, 162, 814, 172]
paragraph: The court has sanctioned the amalgamation of the Mutual Life Association and the Citizens' Life Assurance Company. bbox=[700, 489, 826, 546]
received-time: Received May 12, 8.15 a.m. bbox=[165, 1462, 268, 1473]
section-subheading: THE FEDERATION MOVEMENT. PRESS COMMENTS. bbox=[152, 648, 281, 669]
dateline: DENNISTON, May 12. bbox=[1014, 1468, 1100, 1479]
divider bbox=[710, 423, 816, 424]
received-time: Received May 12, 8.30 a.m. bbox=[165, 879, 268, 890]
dateline: SAN FRANCISCO, May 11. bbox=[170, 1210, 275, 1221]
paragraph: The fleet will arrive on 20th August, and leave on the 27th, afterwards opening a week in Melbourne. bbox=[291, 603, 420, 649]
paragraph: The Council of Defence has decided that the provisions of paragraph 325 of the general regulations (officers and men attending company camp may be allowed leave of absence to carry on their necessary daily avocations, but must attend all the parades of their companies, otherwise the allowance for that day shall not be paid) shall not apply to mounted rifles, also that class firing is not to be carried out during training camp, collective practice excepted. bbox=[10, 725, 142, 894]
column-heading: THE BLACKBALL STRIKE. bbox=[992, 46, 1089, 69]
paragraph: Several breezy interludes occurred at the meeting of the Borough Council last evening, and the most trivial items on the order paper were discussed at most inordinate length, while weightier business was soon disposed of. At one stage Cr Ewington suggested that Cr Pauling was "drawing a herring across the scent." The impugned Councillor indignantly demanded, through His Worship, that such an accusation should be immediately withdrawn. The Mayor failed to see anything striking enough in the remark to take exception to, while Cr Ewington emphatically announced that he would not withdraw it. He eventually modified it, or perhaps explained it, by saying that Cr Pauling was misleading the Mayor, a modification which appeared to appease Cr Pauling. There was such a palpable drawing out of trivialities that Cr Yarr on one occasion hinted to the Mayor that it was very desirable that such incapacity should be met in a summary way at future meetings. bbox=[10, 894, 142, 1242]
section-subheading: TWO HUNDRED HOUSES DESTROYED. bbox=[443, 243, 546, 264]
paragraph: Mr T. Lang, of Wright street (Yates' estate) wrote asking that his residence be connected with the water service. bbox=[291, 1464, 420, 1510]
section-heading: TUBERCULOSIS CATTLE. bbox=[840, 918, 961, 929]
section-heading: MASTERTON BOROUGH COUNCIL bbox=[297, 848, 414, 870]
paragraph: The executive of the United Irish League has issued a manifesto condemning Catholics who support Unionist candidates in the interests of Catholic schools, thereby abandoning the cause of Ireland. bbox=[569, 432, 690, 522]
dateline: NEW YORK, May 11. bbox=[471, 165, 553, 175]
paragraph: Opponents of the scheme declare that if the ten shillings limit is ignored to allow for the extension of the scheme it might be ignored for others, like the Savings Bank. bbox=[152, 961, 281, 1029]
dateline: DUNEDIN, May 12. bbox=[883, 944, 959, 955]
section-subheading: A DHOW CAPTURED. BRUSH IN THE PERSIAN GULF. bbox=[296, 138, 415, 158]
received-time: Received May 13, 12.35 a.m. bbox=[710, 853, 816, 864]
paragraph: The Mayor moved that a committee composed of Crs Hunter, Ewington, Yarr, Elliott, Pauling and the mover be set up to inquire into and report upon the A. and P. Association's offer, the report to be made to the special meeting of the Borough Council next Wednesday night. This was carried, Cr Haughey dissenting. bbox=[700, 1643, 826, 1767]
section-heading: THE PREMIER AT DENNISTON. bbox=[999, 1429, 1082, 1451]
paragraph: After a short discussion the motion was put and lost on the voices. bbox=[291, 2126, 420, 2161]
received-time: Received May 12, 8.41 a.m. bbox=[443, 152, 546, 162]
paragraph: Second-hand dealers: One license issued. bbox=[569, 1733, 690, 1757]
paragraph: The following report showing the balances remaining to be expended under the £25,000 street improvements loan was submitted to the Borough Council last night by the Borough Engineer (Mr W. T. Mansfield):— bbox=[430, 689, 559, 779]
dateline: CALCUTTA, May 12. bbox=[332, 406, 414, 417]
divider bbox=[710, 1771, 816, 1772]
paragraph: Gallagher's house was wrecked, and himself and his wife injured. bbox=[152, 1302, 281, 1336]
received-time: Received May 12, 9.55 p.m. bbox=[578, 577, 681, 588]
paragraph: Buildings for public meetings: There are four such in the borough, two being licensed, the Exchange and Town Halls remaining unlicensed. bbox=[569, 1489, 690, 1557]
divider bbox=[579, 226, 680, 227]
section-heading: UNITED IRISH LEAGUE. bbox=[571, 381, 688, 392]
paragraph: Some of the mine managers still complain in their weekly reports about the difficulty in securing efficient competent gold miners to fully man the faces. bbox=[836, 1373, 965, 1429]
paragraph: An account for £175 was received from Mr G. Laing-Meason, C.E., in respect of the recent report furnished by him, and the work done at the headworks. bbox=[291, 1282, 420, 1350]
paragraph: The Prince of Wales has inspected the Franco-British Exhibition, which is to be opened on the 14th inst. bbox=[152, 1487, 281, 1533]
masthead bbox=[0, 0, 1114, 41]
